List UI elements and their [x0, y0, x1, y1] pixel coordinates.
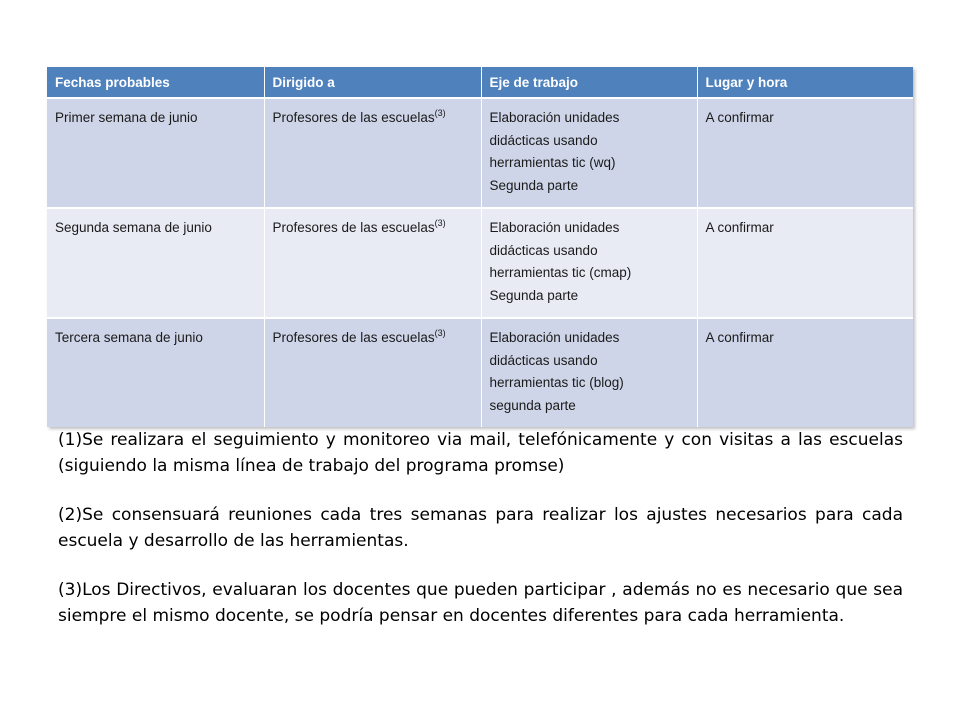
- footnote-3: (3)Los Directivos, evaluaran los docentes que pueden participar , además no es necesario que sea siempre el mismo docente, se podría pensar en docentes diferentes para cada herramienta.: [58, 580, 903, 626]
- eje-line: didácticas usando: [489, 242, 598, 258]
- footnote-2: (2)Se consensuará reuniones cada tres semanas para realizar los ajustes necesarios para cada escuela y desarrollo de las herramientas.: [58, 505, 903, 551]
- eje-line: didácticas usando: [489, 132, 598, 148]
- footnote-ref: (3): [434, 218, 446, 229]
- eje-line: segunda parte: [489, 397, 576, 413]
- header-lugar: Lugar y hora: [697, 67, 913, 98]
- cell-lugar: A confirmar: [697, 98, 913, 208]
- cell-eje: [481, 208, 697, 318]
- eje-line: Segunda parte: [489, 287, 579, 303]
- eje-line: herramientas tic (blog): [489, 375, 624, 391]
- eje-line: Elaboración unidades: [489, 110, 620, 125]
- eje-line: Elaboración unidades: [489, 330, 620, 346]
- footnote-ref: (3): [434, 328, 446, 339]
- cell-fecha: Segunda semana de junio: [47, 208, 264, 318]
- cell-lugar: A confirmar: [697, 318, 913, 427]
- cell-dirigido: [264, 208, 481, 318]
- footnote-1: (1)Se realizara el seguimiento y monitoreo via mail, telefónicamente y con visitas a las escuelas (siguiendo la misma línea de trabajo del programa promse): [58, 430, 903, 476]
- footnote-ref: (3): [434, 108, 446, 118]
- eje-line: Segunda parte: [489, 177, 579, 193]
- dirigido-text: Profesores de las escuelas: [272, 330, 435, 346]
- header-fechas: Fechas probables: [47, 67, 264, 98]
- dirigido-text: Profesores de las escuelas: [272, 220, 435, 236]
- cell-fecha: Tercera semana de junio: [47, 318, 264, 427]
- eje-line: didácticas usando: [489, 352, 598, 368]
- table-row: [47, 318, 913, 427]
- header-eje: Eje de trabajo: [481, 67, 697, 98]
- header-dirigido: Dirigido a: [264, 67, 481, 98]
- cell-eje: [481, 98, 697, 208]
- cell-dirigido: [264, 98, 481, 208]
- cell-eje: [481, 318, 697, 427]
- schedule-table: [47, 67, 913, 427]
- table-row: [47, 208, 913, 318]
- cell-fecha: Primer semana de junio: [47, 98, 264, 208]
- footnotes: [58, 428, 903, 653]
- table-header-row: [47, 67, 913, 98]
- cell-dirigido: [264, 318, 481, 427]
- dirigido-text: Profesores de las escuelas: [272, 110, 435, 125]
- eje-line: herramientas tic (cmap): [489, 265, 632, 281]
- table-row: [47, 98, 913, 208]
- cell-lugar: A confirmar: [697, 208, 913, 318]
- eje-line: herramientas tic (wq): [489, 155, 616, 170]
- eje-line: Elaboración unidades: [489, 220, 620, 236]
